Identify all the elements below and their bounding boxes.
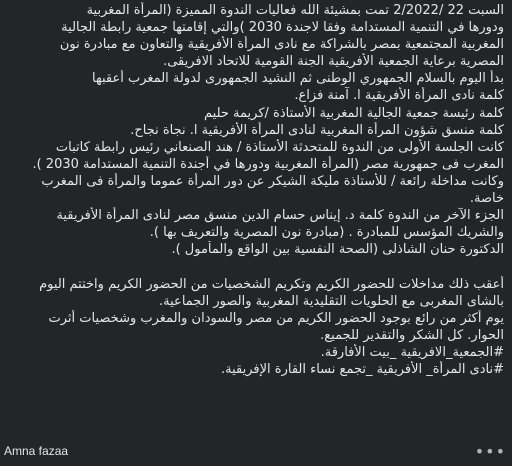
post-text-line: أعقب ذلك مداخلات للحضور الكريم وتكريم الشخصيات من الحضور الكريم واختتم اليوم	[39, 276, 504, 292]
post-text-line: يوم أكثر من رائع بوجود الحضور الكريم من مصر والسودان والمغرب وشخصيات أثرت	[48, 310, 504, 326]
post-text-line: الحوار. كل الشكر والتقدير للجميع.	[320, 327, 504, 343]
post-text-line: وكانت مداخلة رائعة / للأستاذة مليكة الشيكر عن دور المرأة عموما والمرأة فى المغرب	[41, 173, 504, 189]
post-text-line: المصرية برعاية الجمعية الأفريقية الجنة القومية للاتحاد الافريقى.	[163, 54, 504, 70]
post-text-line: بالشاى المغربى مع الحلويات التقليدية المغربية والصور الجماعية.	[159, 293, 504, 309]
author-name[interactable]: Amna fazaa	[4, 444, 69, 458]
post-text-line: الدكتورة حنان الشاذلى (الصحة النفسية بين الواقع والمأمول ).	[171, 242, 504, 258]
post-footer	[0, 436, 512, 466]
post-text-line: ودورها في التنمية المستدامة وفقا لاجندة 2030 )والتي إقامتها جمعية رابطة الجالية	[61, 20, 504, 36]
post-text-line: كلمة رئيسة جمعية الجالية المغربية الأستاذة /كريمة حليم	[204, 105, 504, 121]
post-text-line: #نادى المرأة_ الأفريقية _تجمع نساء القارة الإفريقية.	[221, 361, 504, 377]
post-text-line: الجزء الآخر من الندوة كلمة د. إيناس حسام الدين منسق مصر لنادى المرأة الأفريقية	[56, 208, 504, 224]
post-text	[8, 2, 504, 378]
post-text-line: كانت الجلسة الأولى من الندوة للمتحدثة الأستاذة / هند الصنعاني رئيس رابطة كاتبات	[55, 139, 504, 155]
post-text-line: #الجمعية_الافريقية _بيت الأفارقة.	[320, 344, 504, 360]
post-text-line: السبت 22 /2/2022 تمت بمشيئة الله فعاليات الندوة المميزة (المرأة المغربية	[86, 3, 504, 18]
post-text-line: بدأ اليوم بالسلام الجمهوري الوطنى ثم النشيد الجمهورى لدولة المغرب أعقبها	[92, 71, 504, 87]
more-options-icon[interactable]: •••	[474, 441, 506, 461]
post-text-line: خاصة.	[469, 191, 504, 207]
post-text-line: المغربية المجتمعية بمصر بالشراكة مع نادى المرأة الأفريقية والتعاون مع مبادرة نون	[59, 37, 504, 53]
post-text-line: المغرب فى جمهورية مصر (المرأة المغربية ودورها في أجندة التنمية المستدامة 2030 ).	[32, 156, 504, 172]
post-text-line: كلمة نادى المرأة الأفريقية ا. آمنة فزاع.	[294, 88, 504, 104]
blank-line	[8, 258, 504, 275]
post-text-line: كلمة منسق شؤون المرأة المغربية لنادى المرأة الأفريقية ا. نجاة نجاح.	[130, 122, 504, 138]
post-text-line: والشريك المؤسس للمبادرة . (مبادرة نون المصرية والتعريف بها ).	[149, 225, 504, 241]
